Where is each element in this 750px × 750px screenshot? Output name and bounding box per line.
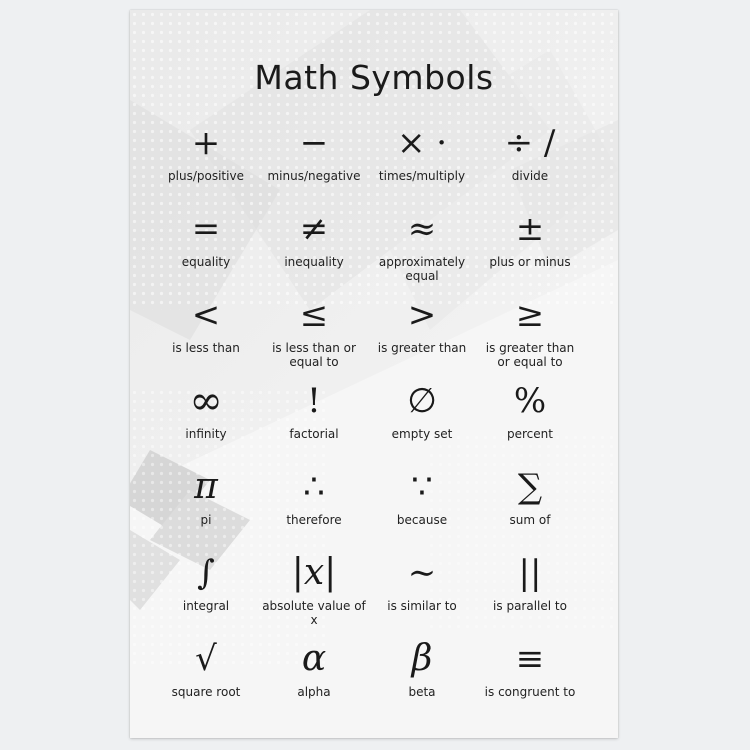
symbol-card-pi — [152, 464, 260, 550]
symbol-label: sum of — [509, 513, 551, 527]
symbol-label: minus/negative — [267, 169, 361, 183]
times-symbol: × · — [396, 123, 448, 163]
symbol-label: absolute value of x — [262, 599, 366, 627]
absolute-value-symbol: |x| — [291, 552, 337, 593]
minus-symbol: − — [299, 123, 329, 163]
not-equal-symbol: ≠ — [299, 209, 329, 249]
symbol-grid — [152, 120, 584, 722]
congruent-symbol: ≡ — [515, 639, 545, 679]
symbol-card-because — [368, 464, 476, 550]
symbol-card-less-equal — [260, 292, 368, 378]
symbol-label: factorial — [289, 427, 339, 441]
math-symbols-poster — [130, 10, 618, 738]
symbol-label: is less than or equal to — [272, 341, 356, 369]
symbol-card-square-root — [152, 636, 260, 722]
symbol-label: times/multiply — [378, 169, 466, 183]
symbol-card-alpha — [260, 636, 368, 722]
symbol-card-plus — [152, 120, 260, 206]
factorial-symbol: ! — [307, 381, 321, 421]
because-symbol: ∵ — [411, 467, 433, 507]
symbol-card-less-than — [152, 292, 260, 378]
symbol-card-similar — [368, 550, 476, 636]
symbol-card-empty-set — [368, 378, 476, 464]
symbol-label: equality — [181, 255, 231, 269]
symbol-label: is greater than — [377, 341, 467, 355]
symbol-card-greater-than — [368, 292, 476, 378]
symbol-card-divide — [476, 120, 584, 206]
less-equal-symbol: ≤ — [299, 295, 329, 335]
symbol-card-percent — [476, 378, 584, 464]
symbol-card-therefore — [260, 464, 368, 550]
less-than-symbol: < — [191, 295, 221, 335]
therefore-symbol: ∴ — [303, 467, 325, 507]
symbol-label: plus or minus — [489, 255, 571, 269]
symbol-card-factorial — [260, 378, 368, 464]
symbol-card-sum — [476, 464, 584, 550]
symbol-card-integral — [152, 550, 260, 636]
symbol-card-parallel — [476, 550, 584, 636]
symbol-card-plus-minus — [476, 206, 584, 292]
symbol-label: inequality — [284, 255, 344, 269]
symbol-card-approx — [368, 206, 476, 292]
divide-symbol: ÷ / — [504, 123, 556, 163]
sigma-symbol: ∑ — [517, 467, 543, 507]
percent-symbol: % — [513, 381, 547, 421]
symbol-label: empty set — [391, 427, 453, 441]
symbol-label: is congruent to — [484, 685, 576, 699]
infinity-symbol: ∞ — [189, 378, 223, 424]
symbol-label: is similar to — [387, 599, 457, 613]
symbol-card-inequality — [260, 206, 368, 292]
symbol-label: integral — [182, 599, 230, 613]
greater-than-symbol: > — [407, 295, 437, 335]
symbol-label: percent — [507, 427, 553, 441]
symbol-card-infinity — [152, 378, 260, 464]
symbol-card-absolute-value — [260, 550, 368, 636]
symbol-card-minus — [260, 120, 368, 206]
symbol-label: approximately equal — [378, 255, 466, 283]
parallel-symbol: || — [518, 553, 542, 593]
symbol-label: because — [396, 513, 448, 527]
empty-set-symbol: ∅ — [407, 381, 437, 421]
symbol-label: is parallel to — [493, 599, 567, 613]
symbol-card-beta — [368, 636, 476, 722]
greater-equal-symbol: ≥ — [515, 295, 545, 335]
plus-minus-symbol: ± — [515, 209, 545, 249]
symbol-label: therefore — [286, 513, 342, 527]
symbol-card-greater-equal — [476, 292, 584, 378]
symbol-label: square root — [171, 685, 241, 699]
symbol-label: beta — [408, 685, 436, 699]
beta-symbol: β — [411, 638, 433, 679]
approx-symbol: ≈ — [407, 209, 437, 249]
symbol-card-times — [368, 120, 476, 206]
alpha-symbol: α — [301, 638, 327, 679]
symbol-card-congruent — [476, 636, 584, 722]
symbol-label: is greater than or equal to — [485, 341, 575, 369]
symbol-label: infinity — [185, 427, 227, 441]
poster-title: Math Symbols — [254, 58, 494, 97]
symbol-label: plus/positive — [168, 169, 244, 183]
integral-symbol: ∫ — [197, 553, 215, 593]
plus-symbol: + — [191, 123, 221, 163]
symbol-card-equality — [152, 206, 260, 292]
symbol-label: is less than — [172, 341, 240, 355]
equals-symbol: = — [191, 209, 221, 249]
symbol-label: alpha — [297, 685, 331, 699]
pi-symbol: π — [194, 466, 218, 507]
square-root-symbol: √ — [195, 639, 217, 679]
tilde-symbol: ∼ — [407, 553, 437, 593]
symbol-label: divide — [511, 169, 549, 183]
symbol-label: pi — [200, 513, 212, 527]
